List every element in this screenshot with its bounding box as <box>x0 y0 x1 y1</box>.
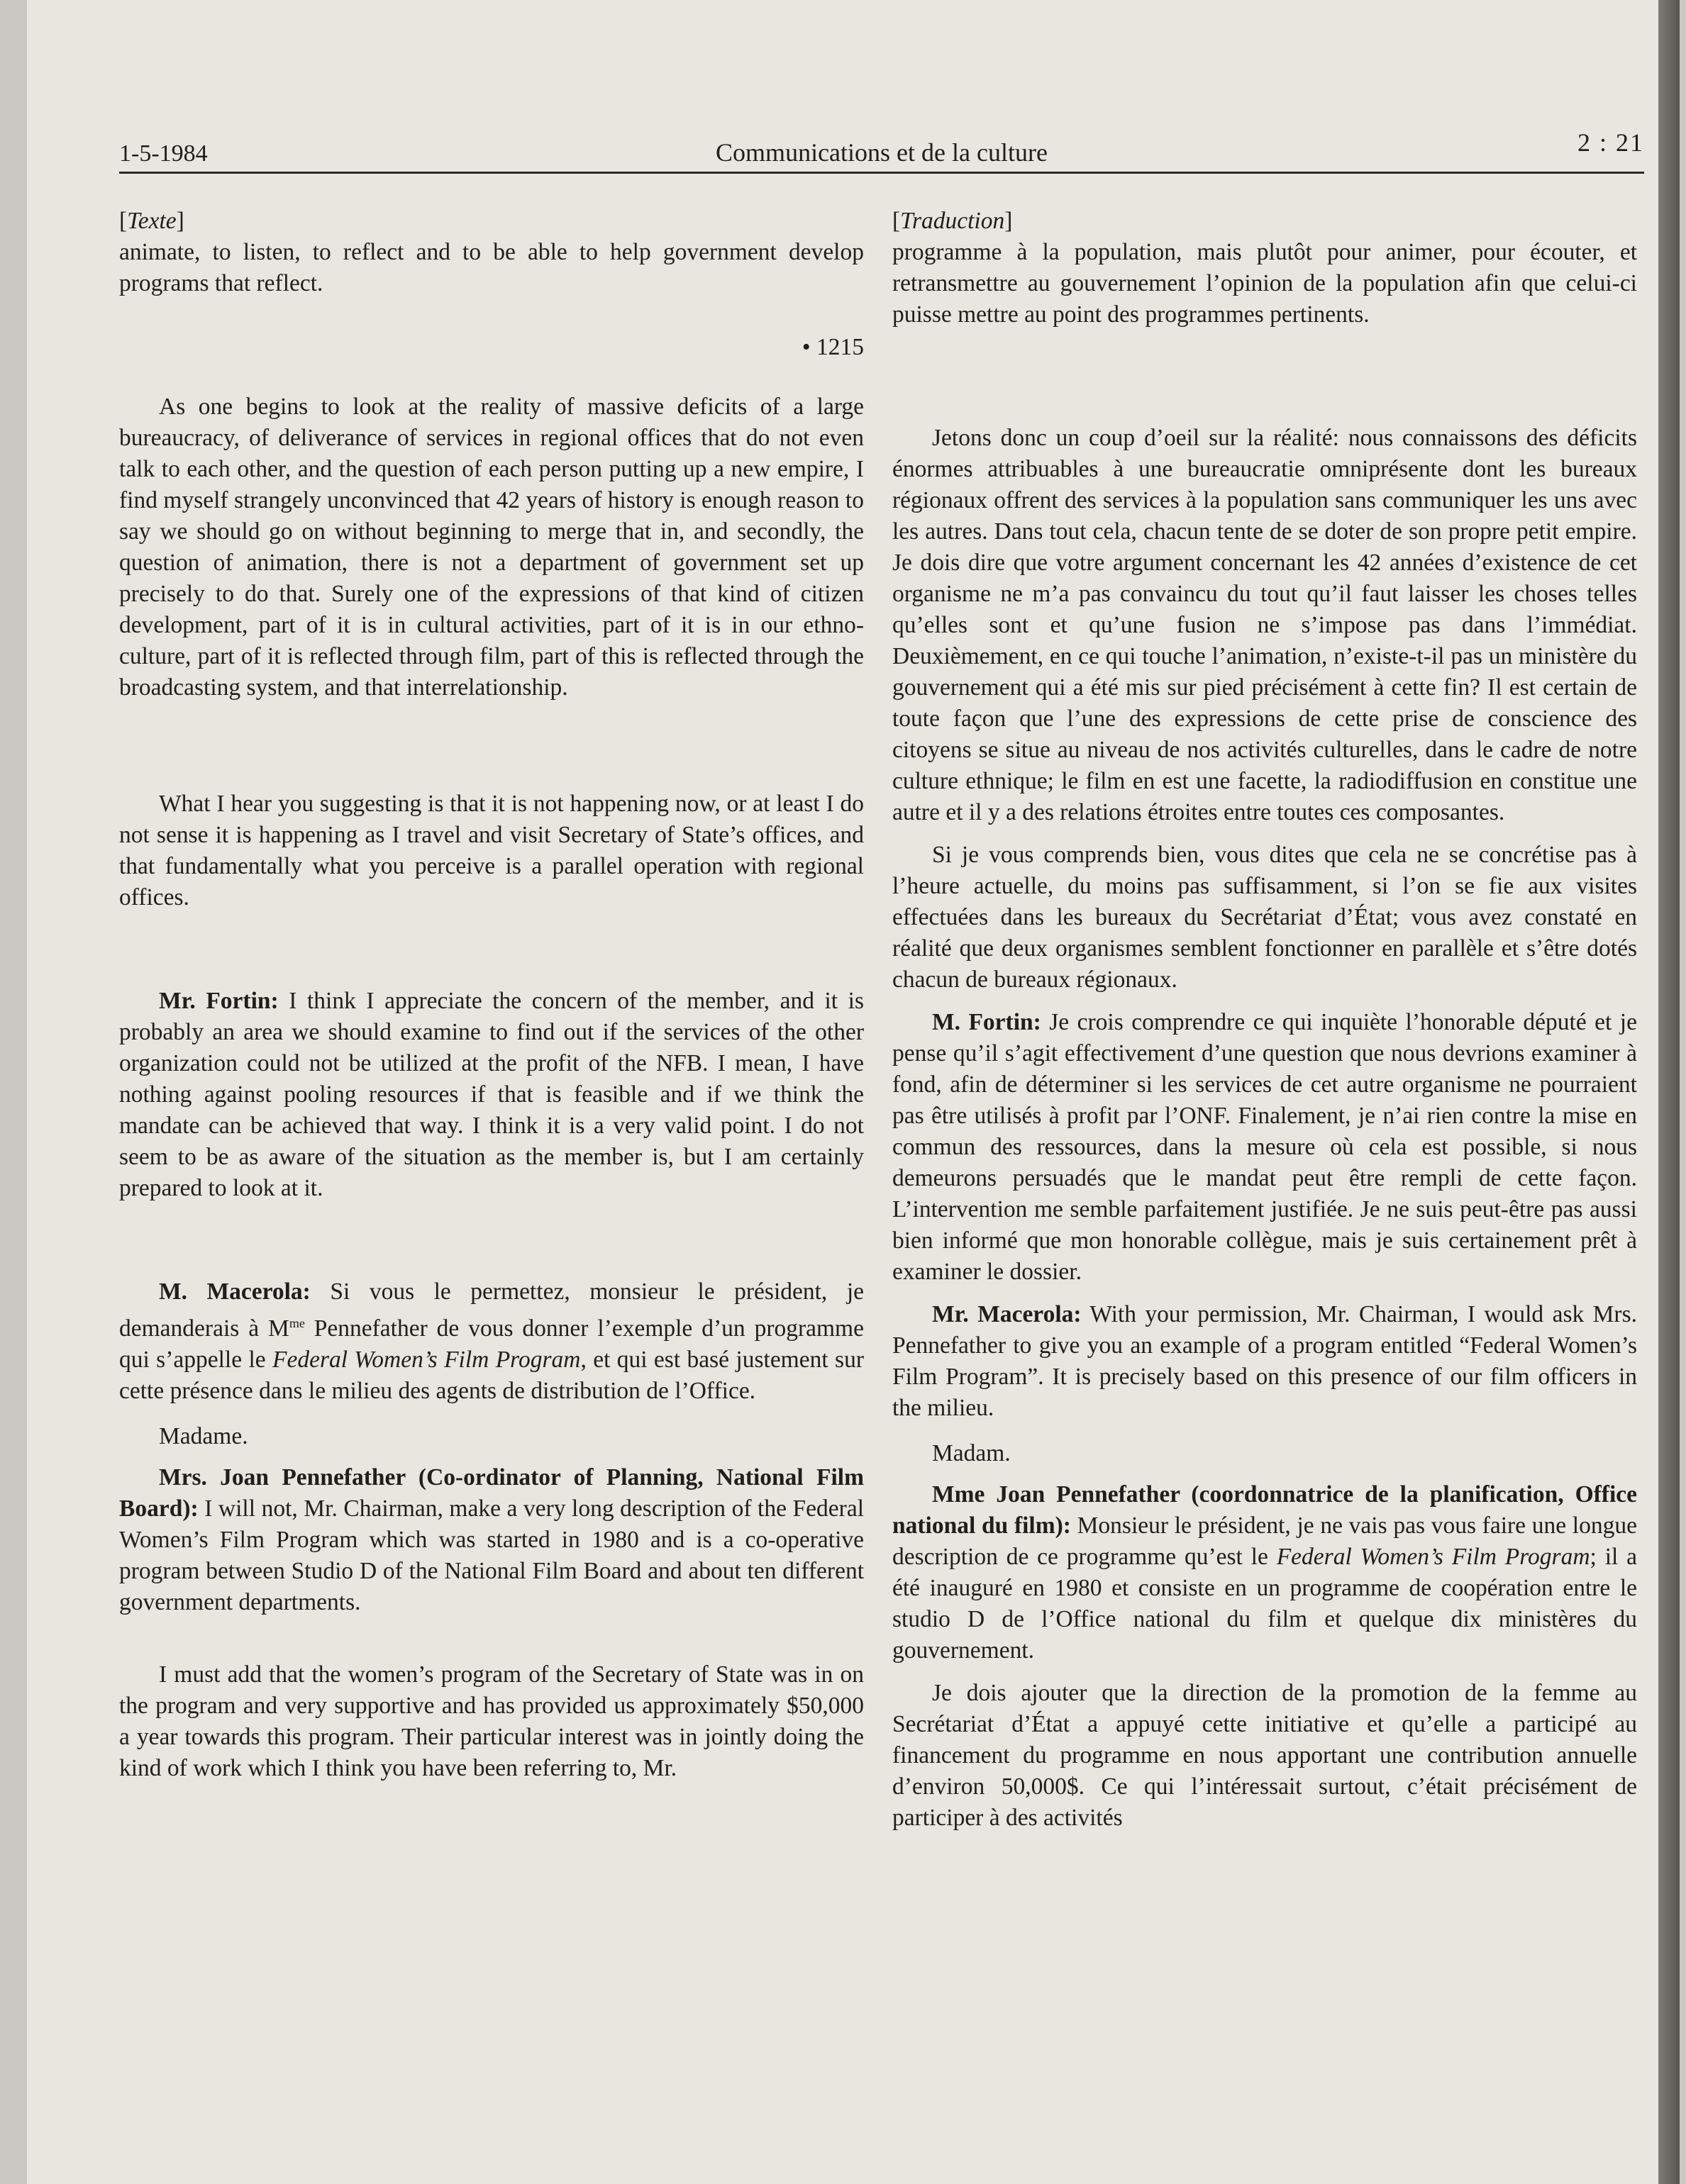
paragraph-pennefather: Mrs. Joan Pennefather (Co-ordinator of Planning, National Film Board): I will not, Mr. Chairman, make a very long description of the Federal Women’s Film Program which was started in 1980 and is a co-operative program between Studio D of the National Film Board and about ten different government departments. <box>119 1464 864 1616</box>
paragraph: What I hear you suggesting is that it is not happening now, or at least I do not sense it is happening as I travel and visit Secretary of State’s offices, and that fundamentally what you perceive is a parallel operation with regional offices. <box>119 791 864 910</box>
french-column <box>892 206 1637 1834</box>
header-title: Communications et de la culture <box>716 138 1048 167</box>
paragraph: As one begins to look at the reality of massive deficits of a large bureaucracy, of deliverance of services in regional offices that do not even talk to each other, and the question of each person putting up a new empire, I find myself strangely unconvinced that 42 years of history is enough reason to say we should go on without beginning to merge that in, and secondly, the question of animation, there is not a department of government set up precisely to do that. Surely one of the expressions of that kind of citizen development, part of it is in cultural activities, part of it is in our ethno-culture, part of it is reflected through film, part of this is reflected through the broadcasting system, and that interrelationship. <box>119 394 864 701</box>
paragraph: Madame. <box>159 1423 248 1450</box>
paragraph-macerola: M. Macerola: Si vous le permettez, monsieur le président, je demanderais à $M^{me}$ Pennefather de vous donner l’exemple d’un programme qui s’appelle le Federal Women’s Film Program, et qui est basé justement sur cette présence dans le milieu des agents de distribution de l’Office. <box>119 1278 864 1405</box>
speaker-name: M. Fortin: <box>932 1009 1041 1035</box>
paragraph-pennefather: Mme Joan Pennefather (coordonnatrice de la planification, Office national du film): Monsieur le président, je ne vais pas vous faire une longue description de ce programme qu’est le Federal Women’s Film Program; il a été inauguré en 1980 et consiste en un programme de coopération entre le studio D de l’Office national du film et quelque dix ministères du gouvernement. <box>892 1481 1638 1664</box>
time-marker: • 1215 <box>802 334 864 360</box>
paragraph: programme à la population, mais plutôt pour animer, pour écouter, et retransmettre au gouvernement l’opinion de la population afin que celui-ci puisse mettre au point des programmes pertinents. <box>892 239 1637 328</box>
language-label-text: [Traduction] <box>892 208 1013 234</box>
header-page-number: 2 : 21 <box>1577 128 1644 157</box>
paragraph: Madam. <box>932 1440 1011 1466</box>
paragraph: I must add that the women’s program of the Secretary of State was in on the program and very supportive and has provided us approximately $50,000 a year towards this program. Their particular interest was in jointly doing the kind of work which I think you have been referring to, Mr. <box>119 1661 864 1782</box>
paragraph-fortin: Mr. Fortin: I think I appreciate the concern of the member, and it is probably an area we should examine to find out if the services of the other organization could not be utilized at the profit of the NFB. I mean, I have nothing against pooling resources if that is feasible and if we think the mandate can be achieved that way. I think it is a very valid point. I do not seem to be as aware of the situation as the member is, but I am certainly prepared to look at it. <box>119 988 865 1201</box>
language-label-text: [Texte] <box>119 208 184 234</box>
speaker-name: Mme Joan Pennefather (coordonnatrice de la planification, Office national du film): <box>892 1481 1637 1539</box>
paragraph: animate, to listen, to reflect and to be able to help government develop programs that reflect. <box>119 239 864 296</box>
header-date: 1-5-1984 <box>119 140 208 167</box>
paragraph: Jetons donc un coup d’oeil sur la réalité: nous connaissons des déficits énormes attribuables à une bureaucratie omniprésente dont les bureaux régionaux offrent des services à la population sans communiquer les uns avec les autres. Dans tout cela, chacun tente de se doter de son propre petit empire. Je dois dire que votre argument concernant les 42 années d’existence de cet organisme ne m’a pas convaincu du tout qu’il faut laisser les choses telles qu’elles sont et qu’une fusion ne s’impose pas dans l’immédiat. Deuxièmement, en ce qui touche l’animation, n’existe-t-il pas un ministère du gouvernement qui a été mis sur pied précisément à cette fin? Il est certain de toute façon que l’une des expressions de cette prise de conscience des citoyens se situe au niveau de nos activités culturelles, dans le cadre de notre culture ethnique; le film en est une facette, la radiodiffusion en constitue une autre et il y a des relations étroites entre toutes ces composantes. <box>892 425 1637 825</box>
paragraph: Je dois ajouter que la direction de la promotion de la femme au Secrétariat d’État a appuyé cette initiative et qu’elle a participé au financement du programme en nous apportant une contribution annuelle d’environ 50,000$. Ce qui l’intéressait surtout, c’était précisément de participer à des activités <box>892 1680 1637 1831</box>
binding-edge <box>1658 0 1680 2184</box>
speaker-name: Mrs. Joan Pennefather (Co-ordinator of Planning, National Film Board): <box>119 1464 864 1522</box>
paragraph-macerola: Mr. Macerola: With your permission, Mr. Chairman, I would ask Mrs. Pennefather to give you an example of a program entitled “Federal Women’s Film Program”. It is precisely based on this presence of our film officers in the milieu. <box>892 1301 1638 1421</box>
paragraph: Si je vous comprends bien, vous dites que cela ne se concrétise pas à l’heure actuelle, du moins pas suffisamment, si l’on se fie aux visites effectuées dans les bureaux du Secrétariat d’État; vous avez constaté en réalité que deux organismes semblent fonctionner en parallèle et s’être dotés chacun de bureaux régionaux. <box>892 842 1637 993</box>
speaker-name: Mr. Macerola: <box>932 1301 1082 1327</box>
speaker-name: M. Macerola: <box>159 1278 311 1305</box>
page-header <box>119 128 1644 174</box>
paragraph-fortin: M. Fortin: Je crois comprendre ce qui inquiète l’honorable député et je pense qu’il s’agit effectivement d’une question que nous devrions examiner à fond, afin de déterminer si les services de cet autre organisme ne pourraient pas être utilisés à profit par l’ONF. Finalement, je n’ai rien contre la mise en commun des ressources, dans la mesure où cela est possible, si nous demeurons persuadés que le mandat peut être rempli de cette façon. L’intervention me semble parfaitement justifiée. Je ne suis peut-être pas aussi bien informé que mon honorable collègue, mais je suis certainement prêt à examiner le dossier. <box>892 1009 1637 1285</box>
speaker-name: Mr. Fortin: <box>159 988 279 1014</box>
english-column <box>119 206 864 1784</box>
document-page <box>27 0 1658 2184</box>
